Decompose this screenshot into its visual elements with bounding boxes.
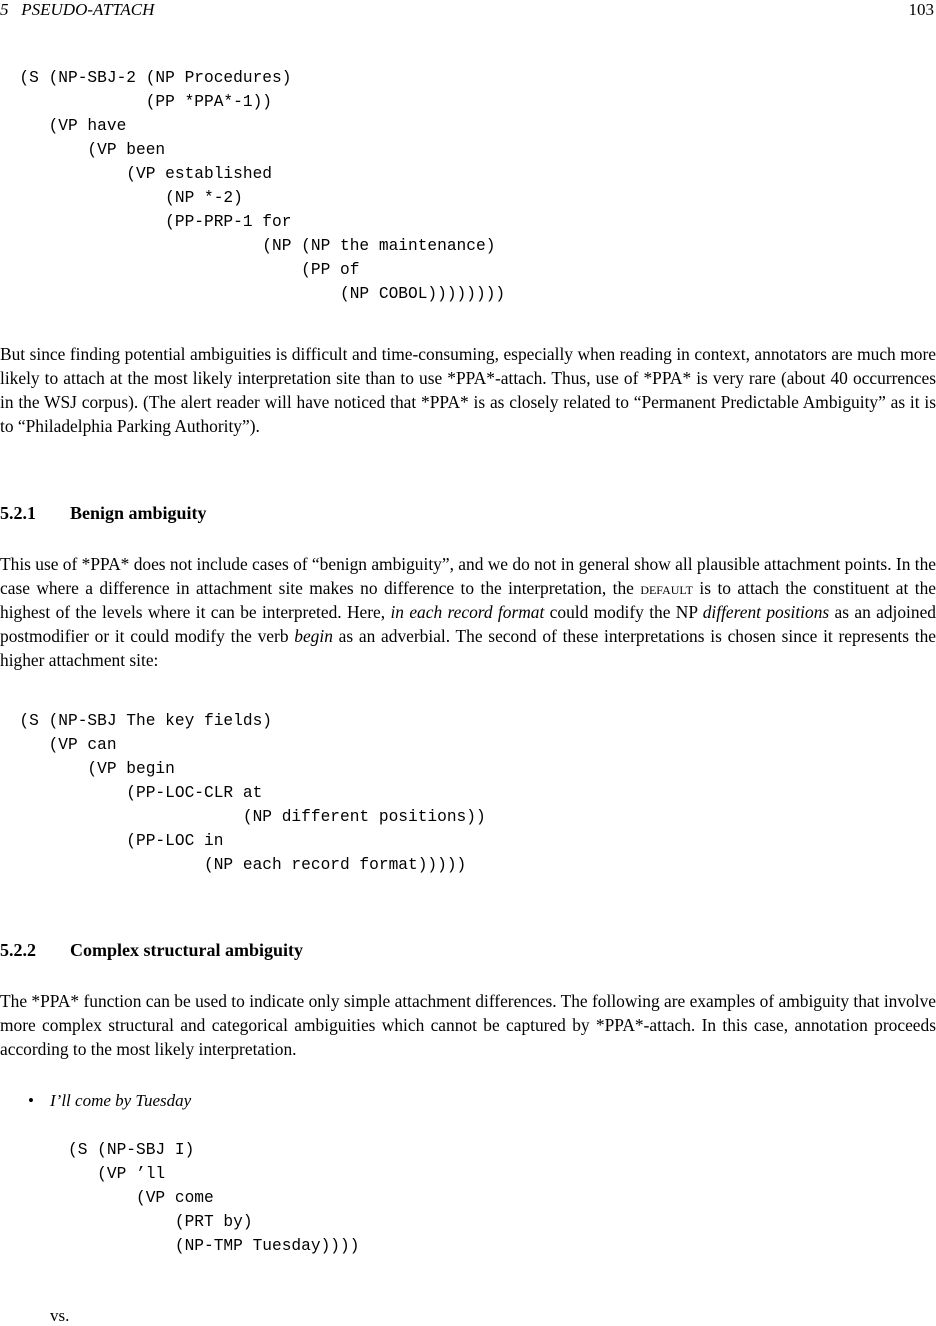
code-line: (PP of [0,261,360,279]
code-line: (S (NP-SBJ The key fields) [0,712,272,730]
bracketed-tree-key-fields [0,709,486,877]
code-line: (VP been [0,141,166,159]
code-line: (PP-LOC-CLR at [0,784,263,802]
example-phrase: different positions [702,602,830,622]
code-line: (PP *PPA*-1)) [0,93,272,111]
default-term: default [640,578,693,598]
page-number: 103 [908,0,934,19]
code-line: (VP can [0,736,117,754]
section-title: Complex structural ambiguity [70,940,303,960]
paragraph-complex-ambiguity: The *PPA* function can be used to indicate only simple attachment differences. The following are examples of ambiguity that involve more complex structural and categorical ambiguities which cannot be captured by *PPA*-attach. In this case, annotation proceeds according to the most likely interpretation. [0,991,936,1059]
bullet-text: I’ll come by Tuesday [50,1091,192,1110]
code-line: (NP COBOL)))))))) [0,285,506,303]
section-heading-benign-ambiguity [0,503,207,524]
bullet-marker: • [28,1091,34,1110]
code-line: (VP come [0,1189,214,1207]
bracketed-tree-tuesday [0,1138,359,1258]
bracketed-tree-procedures [0,66,505,306]
text-run: as an adverbial. The second of these interpretations is chosen since it represents the higher attachment site: [0,626,936,670]
running-head: 5 PSEUDO-ATTACH [0,0,155,19]
text-run: This use of *PPA* does not include cases of “benign ambiguity”, and we do not in general show all plausible attachment points. In the case where a difference in attachment site makes no difference to the interpretation, the [0,554,936,598]
page-header [0,0,936,24]
example-phrase: begin [294,626,333,646]
bullet-example [28,1091,191,1111]
code-line: (PRT by) [0,1213,253,1231]
vs-label: vs. [50,1306,70,1325]
code-line: (NP (NP the maintenance) [0,237,496,255]
code-line: (VP established [0,165,272,183]
paragraph-benign-ambiguity [0,552,936,672]
code-line: (VP ’ll [0,1165,166,1183]
code-line: (VP begin [0,760,175,778]
section-number: 5.2.1 [0,503,36,523]
code-line: (VP have [0,117,127,135]
example-phrase: in each record format [390,602,545,622]
code-line: (NP different positions)) [0,808,486,826]
section-number: 5.2.2 [0,940,36,960]
section-title: Benign ambiguity [70,503,207,523]
text-run: is to attach the constituent at the highest of the levels where it can be interpreted. Here, [0,578,936,622]
code-line: (PP-LOC in [0,832,224,850]
code-line: (S (NP-SBJ I) [0,1141,195,1159]
code-line: (NP *-2) [0,189,243,207]
code-line: (S (NP-SBJ-2 (NP Procedures) [0,69,292,87]
code-line: (NP-TMP Tuesday)))) [0,1237,360,1255]
code-line: (NP each record format))))) [0,856,467,874]
text-run: could modify the NP [544,602,703,622]
paragraph-ppa-rarity: But since finding potential ambiguities is difficult and time-consuming, especially when reading in context, annotators are much more likely to attach at the most likely interpretation site than to use *PPA*-attach. Thus, use of *PPA* is very rare (about 40 occurrences in the WSJ corpus). (The alert reader will have noticed that *PPA* is as closely related to “Permanent Predictable Ambiguity” as it is to “Philadelphia Parking Authority”). [0,344,936,436]
section-heading-complex-ambiguity [0,940,303,961]
text-run: as an adjoined postmodifier or it could modify the verb [0,602,936,646]
code-line: (PP-PRP-1 for [0,213,292,231]
